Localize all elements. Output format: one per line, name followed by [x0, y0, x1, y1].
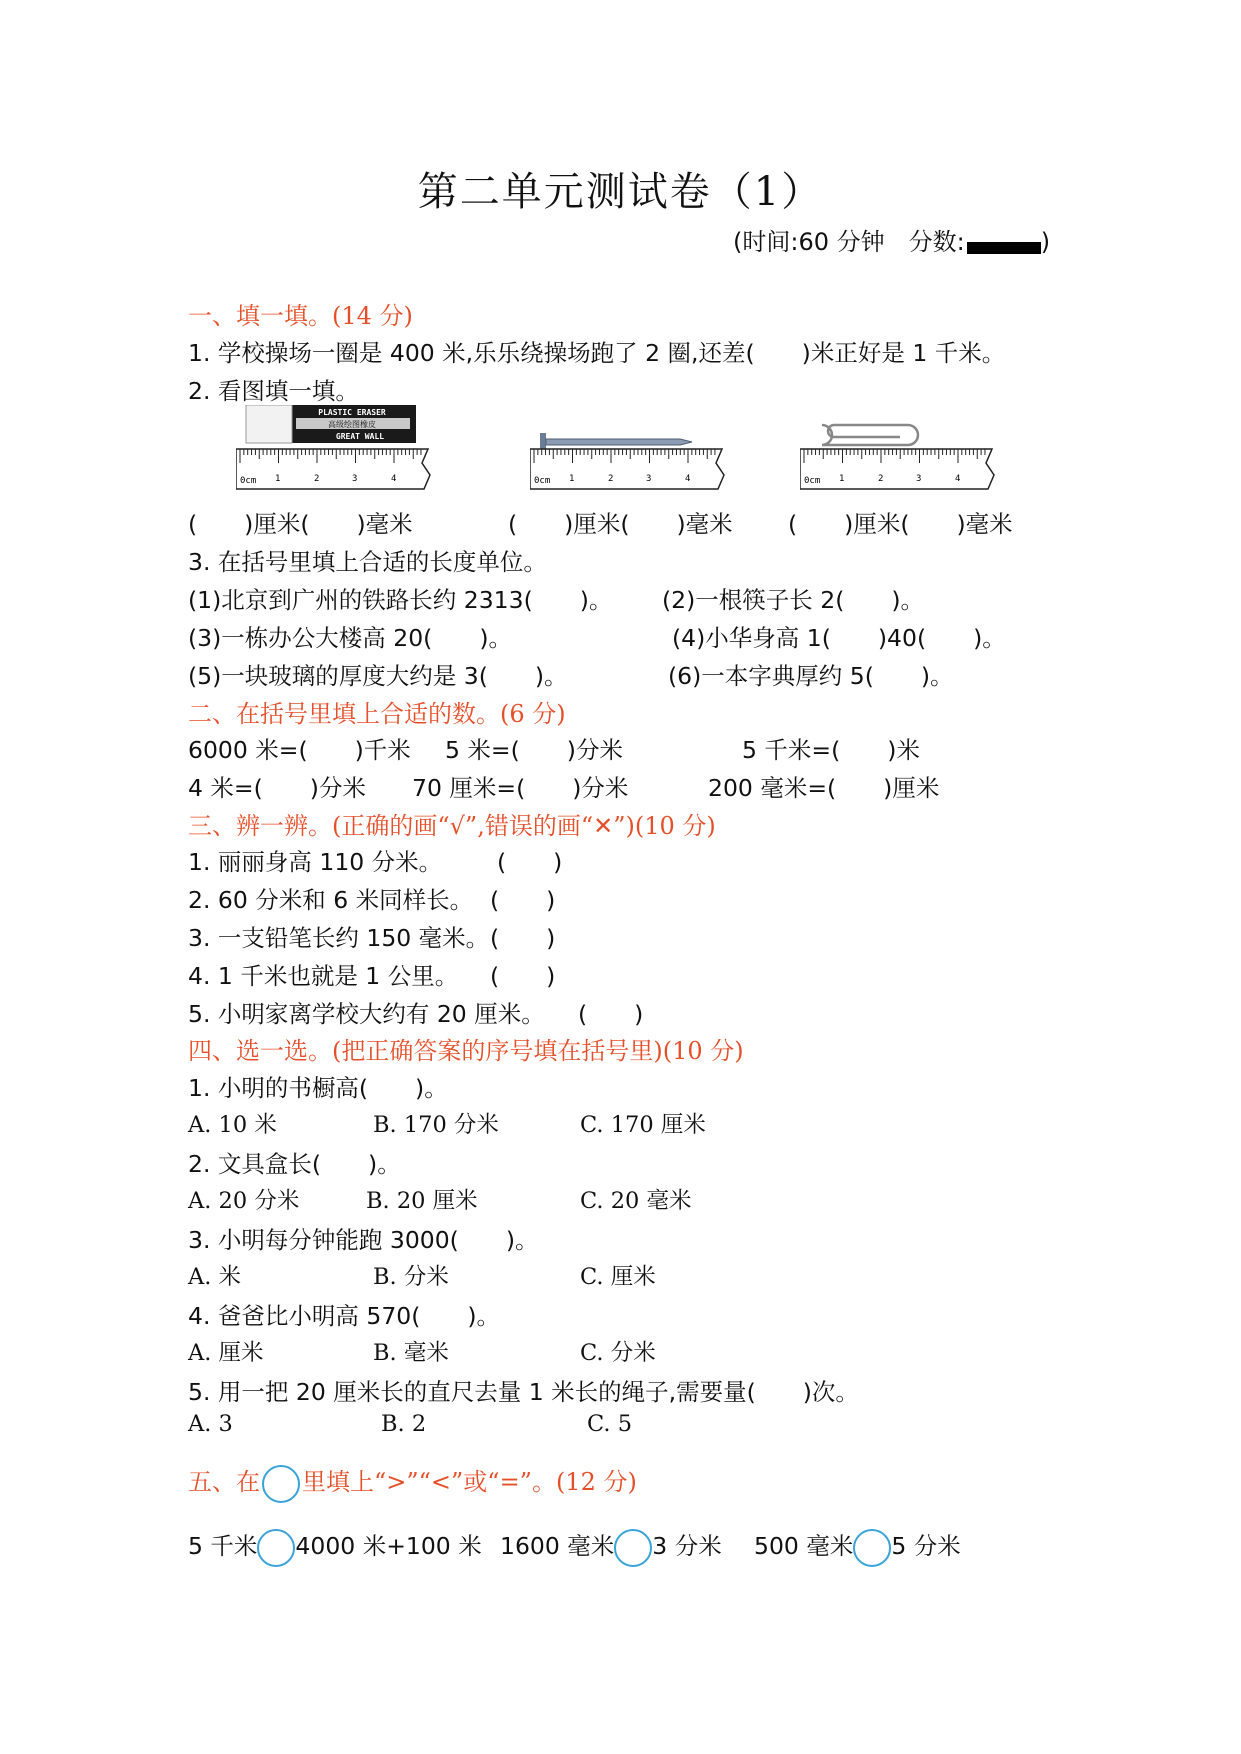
circle-icon [262, 1465, 300, 1503]
s5-item-1-right: 4000 米+100 米 [295, 1532, 482, 1560]
eraser-white-end [246, 405, 292, 443]
ruler-label-2: 2 [314, 474, 320, 484]
s3-answer-bracket-4[interactable]: ( ) [490, 962, 556, 990]
eraser-ruler-svg [236, 405, 436, 497]
paperclip-ruler-svg [800, 405, 1000, 497]
s4-q2-option-a: A. 20 分米 [188, 1188, 300, 1214]
s5-item-3 [754, 1527, 961, 1567]
ruler-label-3: 3 [646, 474, 652, 484]
s4-q1-option-c: C. 170 厘米 [580, 1112, 706, 1138]
s4-question-4: 4. 爸爸比小明高 570( )。 [188, 1302, 501, 1330]
eraser-ruler-figure [236, 405, 436, 501]
compare-circle-3[interactable] [853, 1529, 891, 1567]
section-1-heading: 一、填一填。(14 分) [188, 302, 413, 330]
s5-item-3-right: 5 分米 [891, 1532, 961, 1560]
s2-item-1: 6000 米=( )千米 [188, 736, 411, 764]
s3-item-4: 4. 1 千米也就是 1 公里。 [188, 962, 459, 990]
s4-question-1: 1. 小明的书橱高( )。 [188, 1074, 448, 1102]
section-2-heading: 二、在括号里填上合适的数。(6 分) [188, 700, 566, 728]
ruler-label-3: 3 [352, 474, 358, 484]
s1-question-1: 1. 学校操场一圈是 400 米,乐乐绕操场跑了 2 圈,还差( )米正好是 1 千米。 [188, 339, 1006, 367]
s4-q5-option-a: A. 3 [188, 1411, 233, 1437]
ruler-label-1: 1 [839, 474, 845, 484]
ruler-label-0: 0cm [240, 476, 257, 486]
picture-answer-2: ( )厘米( )毫米 [508, 510, 733, 538]
picture-answer-3: ( )厘米( )毫米 [788, 510, 1013, 538]
ruler-label-1: 1 [275, 474, 281, 484]
s2-item-6: 200 毫米=( )厘米 [708, 774, 940, 802]
ruler-label-2: 2 [878, 474, 884, 484]
s5-item-2 [500, 1527, 722, 1567]
ruler-outline [800, 449, 994, 489]
ruler-label-2: 2 [608, 474, 614, 484]
s3-item-3: 3. 一支铅笔长约 150 毫米。 [188, 924, 490, 952]
s4-q4-option-b: B. 毫米 [373, 1340, 449, 1366]
nail-ruler-figure [530, 405, 730, 501]
s1-q3-item-2: (2)一根筷子长 2( )。 [662, 586, 925, 614]
s4-q3-option-a: A. 米 [188, 1264, 242, 1290]
s1-question-3: 3. 在括号里填上合适的长度单位。 [188, 548, 547, 576]
s3-item-5: 5. 小明家离学校大约有 20 厘米。 [188, 1000, 545, 1028]
compare-circle-2[interactable] [614, 1529, 652, 1567]
s4-q2-option-b: B. 20 厘米 [366, 1188, 478, 1214]
ruler-outline [530, 449, 724, 489]
s4-question-5: 5. 用一把 20 厘米长的直尺去量 1 米长的绳子,需要量( )次。 [188, 1378, 859, 1406]
ruler-label-0: 0cm [534, 476, 551, 486]
s1-question-2: 2. 看图填一填。 [188, 377, 359, 405]
paperclip [822, 425, 918, 445]
compare-circle-1[interactable] [257, 1529, 295, 1567]
time-score-text: (时间:60 分钟 分数: [733, 228, 965, 256]
section-4-heading: 四、选一选。(把正确答案的序号填在括号里)(10 分) [188, 1037, 744, 1065]
ruler-label-4: 4 [685, 474, 691, 484]
s4-q3-option-c: C. 厘米 [580, 1264, 656, 1290]
ruler-label-4: 4 [391, 474, 397, 484]
s5-item-2-right: 3 分米 [652, 1532, 722, 1560]
s5-heading-pre: 五、在 [188, 1468, 260, 1496]
eraser-text-1: PLASTIC ERASER [318, 408, 386, 417]
ruler-outline [236, 449, 430, 489]
s2-item-4: 4 米=( )分米 [188, 774, 366, 802]
score-blank[interactable] [967, 242, 1041, 254]
s5-item-1-left: 5 千米 [188, 1532, 258, 1560]
s4-q3-option-b: B. 分米 [373, 1264, 449, 1290]
s4-q4-option-c: C. 分米 [580, 1340, 656, 1366]
ruler-label-3: 3 [916, 474, 922, 484]
paperclip-ruler-figure [800, 405, 1000, 501]
s4-q2-option-c: C. 20 毫米 [580, 1188, 692, 1214]
ruler-label-1: 1 [569, 474, 575, 484]
s4-question-2: 2. 文具盒长( )。 [188, 1150, 401, 1178]
s1-q3-item-3: (3)一栋办公大楼高 20( )。 [188, 624, 512, 652]
s4-q4-option-a: A. 厘米 [188, 1340, 264, 1366]
s3-item-1: 1. 丽丽身高 110 分米。 [188, 848, 443, 876]
s5-item-3-left: 500 毫米 [754, 1532, 854, 1560]
s3-item-2: 2. 60 分米和 6 米同样长。 [188, 886, 474, 914]
s1-q3-item-4: (4)小华身高 1( )40( )。 [672, 624, 1006, 652]
s2-item-2: 5 米=( )分米 [445, 736, 623, 764]
time-score-line [733, 222, 1050, 257]
s4-q1-option-a: A. 10 米 [188, 1112, 277, 1138]
s5-heading-post: 里填上“>”“<”或“=”。(12 分) [302, 1468, 637, 1496]
s1-q3-item-1: (1)北京到广州的铁路长约 2313( )。 [188, 586, 613, 614]
s4-q5-option-c: C. 5 [587, 1411, 633, 1437]
ruler-label-0: 0cm [804, 476, 821, 486]
s5-item-1 [188, 1527, 482, 1567]
s4-question-3: 3. 小明每分钟能跑 3000( )。 [188, 1226, 539, 1254]
s1-q3-item-6: (6)一本字典厚约 5( )。 [668, 662, 954, 690]
nail-shaft [546, 439, 692, 445]
s2-item-3: 5 千米=( )米 [742, 736, 920, 764]
nail-ruler-svg [530, 405, 730, 497]
picture-answer-1: ( )厘米( )毫米 [188, 510, 413, 538]
s1-q3-item-5: (5)一块玻璃的厚度大约是 3( )。 [188, 662, 568, 690]
s2-item-5: 70 厘米=( )分米 [412, 774, 629, 802]
ruler-label-4: 4 [955, 474, 961, 484]
time-score-end: ) [1040, 228, 1051, 256]
s3-answer-bracket-3[interactable]: ( ) [490, 924, 556, 952]
section-3-heading: 三、辨一辨。(正确的画“√”,错误的画“✕”)(10 分) [188, 812, 716, 840]
s3-answer-bracket-5[interactable]: ( ) [578, 1000, 644, 1028]
s3-answer-bracket-2[interactable]: ( ) [490, 886, 556, 914]
s5-item-2-left: 1600 毫米 [500, 1532, 615, 1560]
s4-q1-option-b: B. 170 分米 [373, 1112, 499, 1138]
page-title: 第二单元测试卷（1） [417, 169, 824, 215]
eraser-text-3: GREAT WALL [335, 432, 385, 441]
eraser-text-2: 高级绘图橡皮 [328, 420, 376, 429]
section-5-heading [188, 1462, 637, 1503]
s4-q5-option-b: B. 2 [381, 1411, 427, 1437]
s3-answer-bracket-1[interactable]: ( ) [497, 848, 563, 876]
